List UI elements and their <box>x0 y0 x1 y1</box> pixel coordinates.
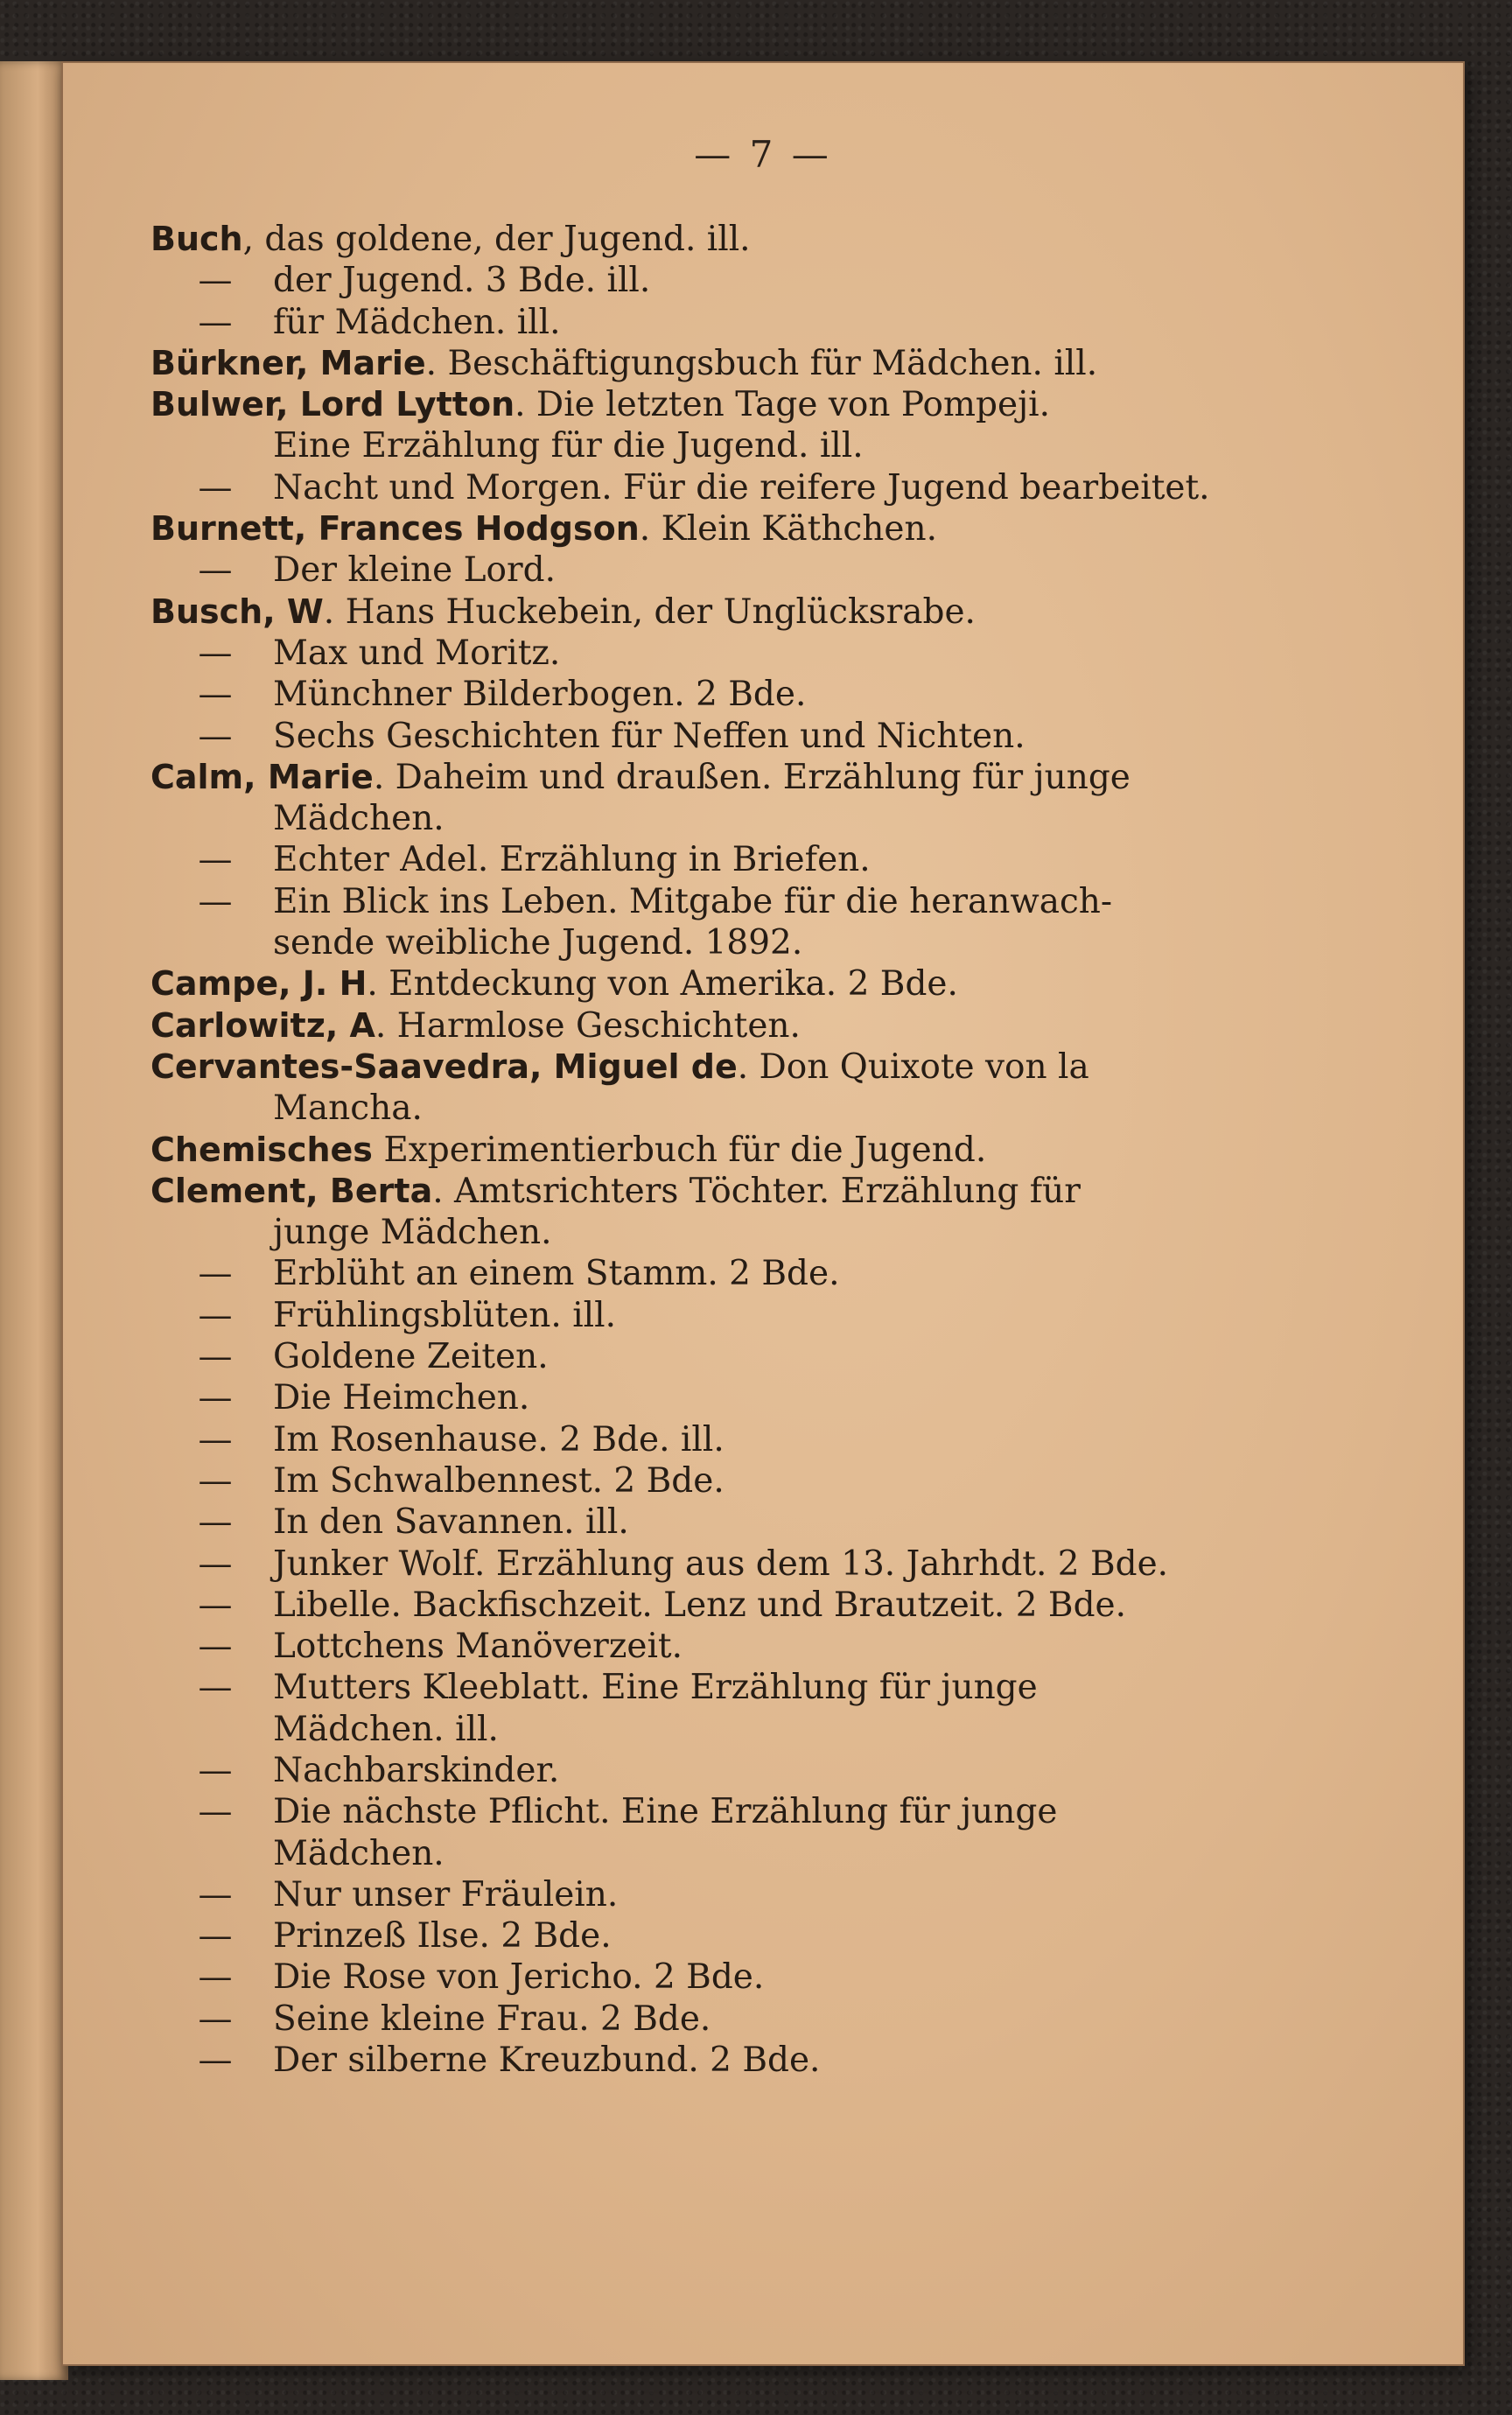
entry-author: Clement, Berta <box>150 1171 433 1210</box>
ditto-dash: — <box>198 1254 233 1294</box>
entry-title: Münchner Bilderbogen. 2 Bde. <box>273 675 807 715</box>
entry-title: Ein Blick ins Leben. Mitgabe für die heranwach- <box>273 881 1113 921</box>
catalog-entry <box>150 1130 1358 1171</box>
entry-title: sende weibliche Jugend. 1892. <box>273 923 803 963</box>
catalog-entry <box>150 343 1358 384</box>
entry-title: der Jugend. 3 Bde. ill. <box>273 261 651 301</box>
catalog-sub-entry <box>150 1585 1358 1626</box>
catalog-entry <box>150 1005 1358 1046</box>
catalog-entry <box>150 757 1358 798</box>
ditto-dash: — <box>198 1585 233 1625</box>
ditto-dash: — <box>198 261 233 301</box>
catalog-list <box>150 219 1358 2081</box>
catalog-entry <box>150 384 1358 425</box>
ditto-dash: — <box>198 881 233 921</box>
ditto-dash: — <box>198 467 233 508</box>
catalog-sub-entry <box>150 1336 1358 1377</box>
catalog-entry <box>150 592 1358 633</box>
catalog-entry <box>150 219 1358 260</box>
entry-author: Bulwer, Lord Lytton <box>150 385 515 424</box>
entry-title: In den Savannen. ill. <box>273 1502 629 1543</box>
catalog-sub-entry <box>150 1750 1358 1791</box>
ditto-dash: — <box>198 1378 233 1418</box>
catalog-sub-entry <box>150 1295 1358 1336</box>
catalog-entry-continuation <box>150 1088 1358 1129</box>
entry-title: . Don Quixote von la <box>737 1046 1089 1087</box>
entry-title: Goldene Zeiten. <box>273 1337 549 1377</box>
entry-title: Libelle. Backfischzeit. Lenz und Brautzeit. 2 Bde. <box>273 1585 1127 1625</box>
entry-title: Im Schwalbennest. 2 Bde. <box>273 1460 724 1501</box>
catalog-sub-entry <box>150 1419 1358 1460</box>
entry-author: Cervantes-Saavedra, Miguel de <box>150 1046 738 1086</box>
catalog-sub-entry <box>150 1626 1358 1667</box>
entry-author: Buch <box>150 220 243 258</box>
catalog-sub-entry <box>150 1377 1358 1418</box>
entry-title: Nacht und Morgen. Für die reifere Jugend bearbeitet. <box>273 467 1210 508</box>
ditto-dash: — <box>198 633 233 673</box>
entry-title: Mancha. <box>273 1088 423 1129</box>
entry-title: Mädchen. <box>273 1833 444 1873</box>
entry-title: Prinzeß Ilse. 2 Bde. <box>273 1916 612 1956</box>
entry-title: Junker Wolf. Erzählung aus dem 13. Jahrhdt. 2 Bde. <box>273 1544 1169 1584</box>
entry-title: . Klein Käthchen. <box>639 509 937 550</box>
entry-title: Eine Erzählung für die Jugend. ill. <box>273 426 864 466</box>
entry-title: Mutters Kleeblatt. Eine Erzählung für junge <box>273 1668 1038 1708</box>
entry-author: Carlowitz, A <box>150 1005 375 1045</box>
entry-title: Mädchen. ill. <box>273 1709 499 1749</box>
catalog-sub-entry <box>150 716 1358 757</box>
entry-title: . Amtsrichters Töchter. Erzählung für <box>432 1171 1081 1211</box>
catalog-sub-entry <box>150 2040 1358 2081</box>
entry-title: für Mädchen. ill. <box>273 302 561 342</box>
ditto-dash: — <box>198 1502 233 1543</box>
entry-title: , das goldene, der Jugend. ill. <box>242 220 751 259</box>
catalog-sub-entry <box>150 674 1358 715</box>
entry-title: . Entdeckung von Amerika. 2 Bde. <box>367 964 958 1004</box>
catalog-sub-entry <box>150 550 1358 591</box>
book-page <box>63 63 1463 2364</box>
entry-title: Die nächste Pflicht. Eine Erzählung für junge <box>273 1792 1058 1832</box>
catalog-sub-entry <box>150 302 1358 343</box>
ditto-dash: — <box>198 302 233 342</box>
entry-author: Calm, Marie <box>150 757 374 796</box>
catalog-sub-entry <box>150 1667 1358 1708</box>
ditto-dash: — <box>198 675 233 715</box>
entry-title: Nur unser Fräulein. <box>273 1874 619 1914</box>
ditto-dash: — <box>198 716 233 756</box>
entry-author: Burnett, Frances Hodgson <box>150 509 640 549</box>
entry-title: Echter Adel. Erzählung in Briefen. <box>273 840 871 880</box>
catalog-entry <box>150 1171 1358 1212</box>
catalog-entry-continuation <box>150 1709 1358 1750</box>
entry-title: Erblüht an einem Stamm. 2 Bde. <box>273 1254 840 1294</box>
ditto-dash: — <box>198 1419 233 1460</box>
entry-title: Experimentierbuch für die Jugend. <box>372 1130 987 1170</box>
entry-author: Bürkner, Marie <box>150 343 426 382</box>
entry-title: Sechs Geschichten für Neffen und Nichten. <box>273 716 1026 756</box>
ditto-dash: — <box>198 1544 233 1584</box>
ditto-dash: — <box>198 1750 233 1790</box>
ditto-dash: — <box>198 1460 233 1501</box>
entry-title: Der kleine Lord. <box>273 550 556 591</box>
entry-title: Die Rose von Jericho. 2 Bde. <box>273 1957 765 1998</box>
catalog-entry-continuation <box>150 425 1358 466</box>
catalog-sub-entry <box>150 881 1358 922</box>
catalog-sub-entry <box>150 1791 1358 1832</box>
entry-title: . Die letzten Tage von Pompeji. <box>514 385 1051 425</box>
entry-title: Die Heimchen. <box>273 1378 530 1418</box>
entry-title: . Daheim und draußen. Erzählung für junge <box>373 757 1130 797</box>
catalog-entry-continuation <box>150 922 1358 963</box>
ditto-dash: — <box>198 1998 233 2039</box>
catalog-sub-entry <box>150 633 1358 674</box>
entry-title: Der silberne Kreuzbund. 2 Bde. <box>273 2040 821 2081</box>
catalog-entry <box>150 1046 1358 1088</box>
catalog-entry <box>150 963 1358 1004</box>
ditto-dash: — <box>198 550 233 591</box>
ditto-dash: — <box>198 1627 233 1667</box>
catalog-sub-entry <box>150 1253 1358 1294</box>
catalog-sub-entry <box>150 839 1358 880</box>
catalog-sub-entry <box>150 1544 1358 1585</box>
entry-title: Im Rosenhause. 2 Bde. ill. <box>273 1419 724 1460</box>
catalog-entry <box>150 508 1358 550</box>
entry-author: Chemisches <box>150 1130 373 1169</box>
ditto-dash: — <box>198 1916 233 1956</box>
entry-author: Busch, W <box>150 592 324 631</box>
ditto-dash: — <box>198 1792 233 1832</box>
entry-title: Frühlingsblüten. ill. <box>273 1295 617 1335</box>
ditto-dash: — <box>198 1295 233 1335</box>
entry-title: Nachbarskinder. <box>273 1750 560 1790</box>
ditto-dash: — <box>198 1957 233 1998</box>
catalog-sub-entry <box>150 467 1358 508</box>
page-number: — 7 — <box>694 133 832 176</box>
entry-title: . Hans Huckebein, der Unglücksrabe. <box>323 592 976 632</box>
catalog-entry-continuation <box>150 798 1358 839</box>
entry-author: Campe, J. H <box>150 964 368 1004</box>
catalog-sub-entry <box>150 1915 1358 1956</box>
ditto-dash: — <box>198 2040 233 2081</box>
entry-title: . Harmlose Geschichten. <box>374 1005 801 1046</box>
catalog-entry-continuation <box>150 1833 1358 1874</box>
ditto-dash: — <box>198 840 233 880</box>
catalog-sub-entry <box>150 1998 1358 2040</box>
catalog-sub-entry <box>150 1874 1358 1915</box>
entry-title: junge Mädchen. <box>273 1213 552 1253</box>
catalog-sub-entry <box>150 260 1358 301</box>
entry-title: Mädchen. <box>273 799 444 839</box>
catalog-sub-entry <box>150 1460 1358 1502</box>
ditto-dash: — <box>198 1874 233 1914</box>
entry-title: Seine kleine Frau. 2 Bde. <box>273 1998 711 2039</box>
catalog-sub-entry <box>150 1502 1358 1543</box>
previous-page-edge <box>0 61 68 2380</box>
entry-title: . Beschäftigungsbuch für Mädchen. ill. <box>425 343 1098 383</box>
entry-title: Max und Moritz. <box>273 633 561 673</box>
catalog-entry-continuation <box>150 1212 1358 1253</box>
catalog-sub-entry <box>150 1956 1358 1998</box>
ditto-dash: — <box>198 1337 233 1377</box>
ditto-dash: — <box>198 1668 233 1708</box>
entry-title: Lottchens Manöverzeit. <box>273 1627 682 1667</box>
